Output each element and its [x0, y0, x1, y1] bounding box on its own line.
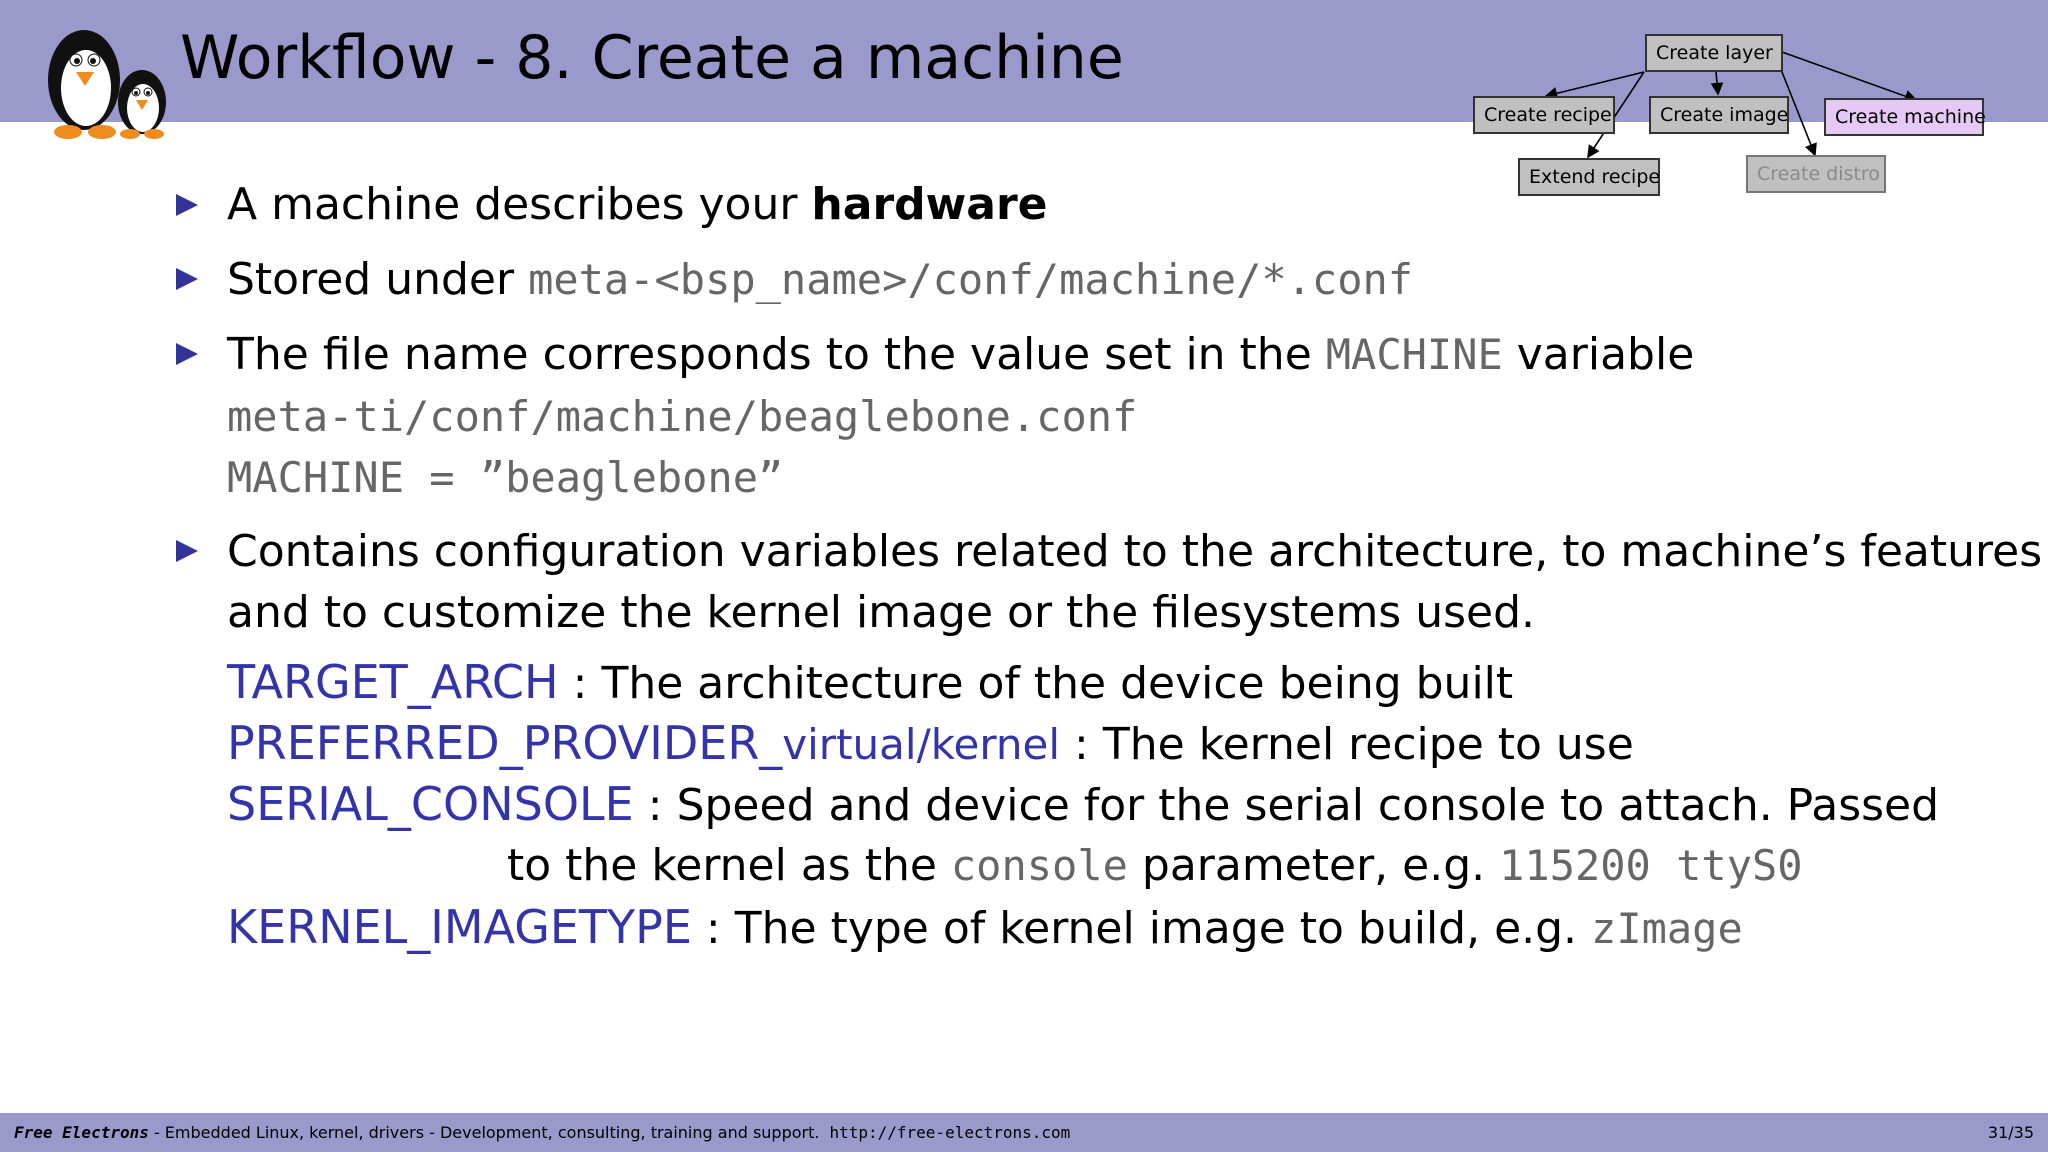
var-target-arch [227, 654, 1513, 712]
triangle-bullet-icon [176, 343, 198, 365]
footer-brand: Free Electrons [14, 1123, 149, 1142]
var-separator: : [572, 658, 588, 709]
node-create-image: Create image [1649, 96, 1789, 134]
triangle-bullet-icon [176, 194, 198, 216]
node-create-layer: Create layer [1645, 34, 1783, 72]
var-target-arch-desc: The architecture of the device being built [601, 658, 1514, 709]
slide-footer [0, 1113, 2048, 1152]
var-serial-console-example: 115200 ttyS0 [1499, 841, 1803, 890]
page-number: 31/35 [1987, 1123, 2034, 1142]
bullet-4-line-2: and to customize the kernel image or the filesystems used. [227, 587, 1536, 638]
var-serial-console-code: console [950, 841, 1128, 890]
node-create-recipe: Create recipe [1473, 96, 1615, 134]
var-serial-console-desc-2: to the kernel as the [507, 840, 951, 891]
node-create-distro: Create distro [1746, 155, 1886, 193]
bullet-4-line-1: Contains configuration variables related to the architecture, to machine’s features [227, 526, 2043, 577]
var-serial-console [227, 776, 1939, 834]
var-kernel-imagetype-desc: The type of kernel image to build, e.g. [734, 903, 1592, 954]
bullet-1 [227, 177, 1048, 233]
node-create-machine: Create machine [1824, 98, 1984, 136]
node-extend-recipe: Extend recipe [1518, 158, 1660, 196]
bullet-1-text: A machine describes your [227, 179, 812, 230]
var-preferred-provider [227, 715, 1634, 773]
bullet-3-example-path: meta-ti/conf/machine/beaglebone.conf [227, 392, 1138, 441]
var-separator: : [705, 903, 721, 954]
bullet-1-bold: hardware [811, 179, 1048, 230]
footer-tagline: - Embedded Linux, kernel, drivers - Development, consulting, training and support. [148, 1123, 820, 1142]
bullet-2 [227, 252, 1413, 308]
var-target-arch-name: TARGET_ARCH [227, 655, 559, 709]
bullet-3-post: variable [1502, 329, 1695, 380]
slide-title: Workflow - 8. Create a machine [180, 23, 1124, 93]
var-serial-console-desc: Speed and device for the serial console to attach. Passed [676, 780, 1940, 831]
bullet-3-example-value: MACHINE = ”beaglebone” [227, 453, 784, 502]
var-preferred-provider-desc: The kernel recipe to use [1102, 719, 1634, 770]
var-kernel-imagetype-example: zImage [1591, 904, 1743, 953]
triangle-bullet-icon [176, 540, 198, 562]
bullet-3-text: The file name corresponds to the value set in the [227, 329, 1326, 380]
var-separator: : [647, 780, 663, 831]
var-preferred-provider-name: PREFERRED_PROVIDER_ [227, 716, 783, 770]
var-separator: : [1074, 719, 1089, 770]
bullet-3-code: MACHINE [1325, 330, 1503, 379]
var-serial-console-continued [507, 838, 1803, 894]
bullet-3 [227, 327, 1694, 383]
bullet-2-text: Stored under [227, 254, 529, 305]
var-preferred-provider-suffix: virtual/kernel [782, 720, 1061, 769]
var-kernel-imagetype-name: KERNEL_IMAGETYPE [227, 900, 692, 954]
var-serial-console-name: SERIAL_CONSOLE [227, 777, 634, 831]
footer-left [14, 1113, 1070, 1152]
bullet-2-code: meta-<bsp_name>/conf/machine/*.conf [528, 255, 1414, 304]
triangle-bullet-icon [176, 268, 198, 290]
footer-url-link[interactable]: http://free-electrons.com [829, 1123, 1071, 1142]
var-serial-console-desc-3: parameter, e.g. [1127, 840, 1500, 891]
var-kernel-imagetype [227, 899, 1743, 957]
